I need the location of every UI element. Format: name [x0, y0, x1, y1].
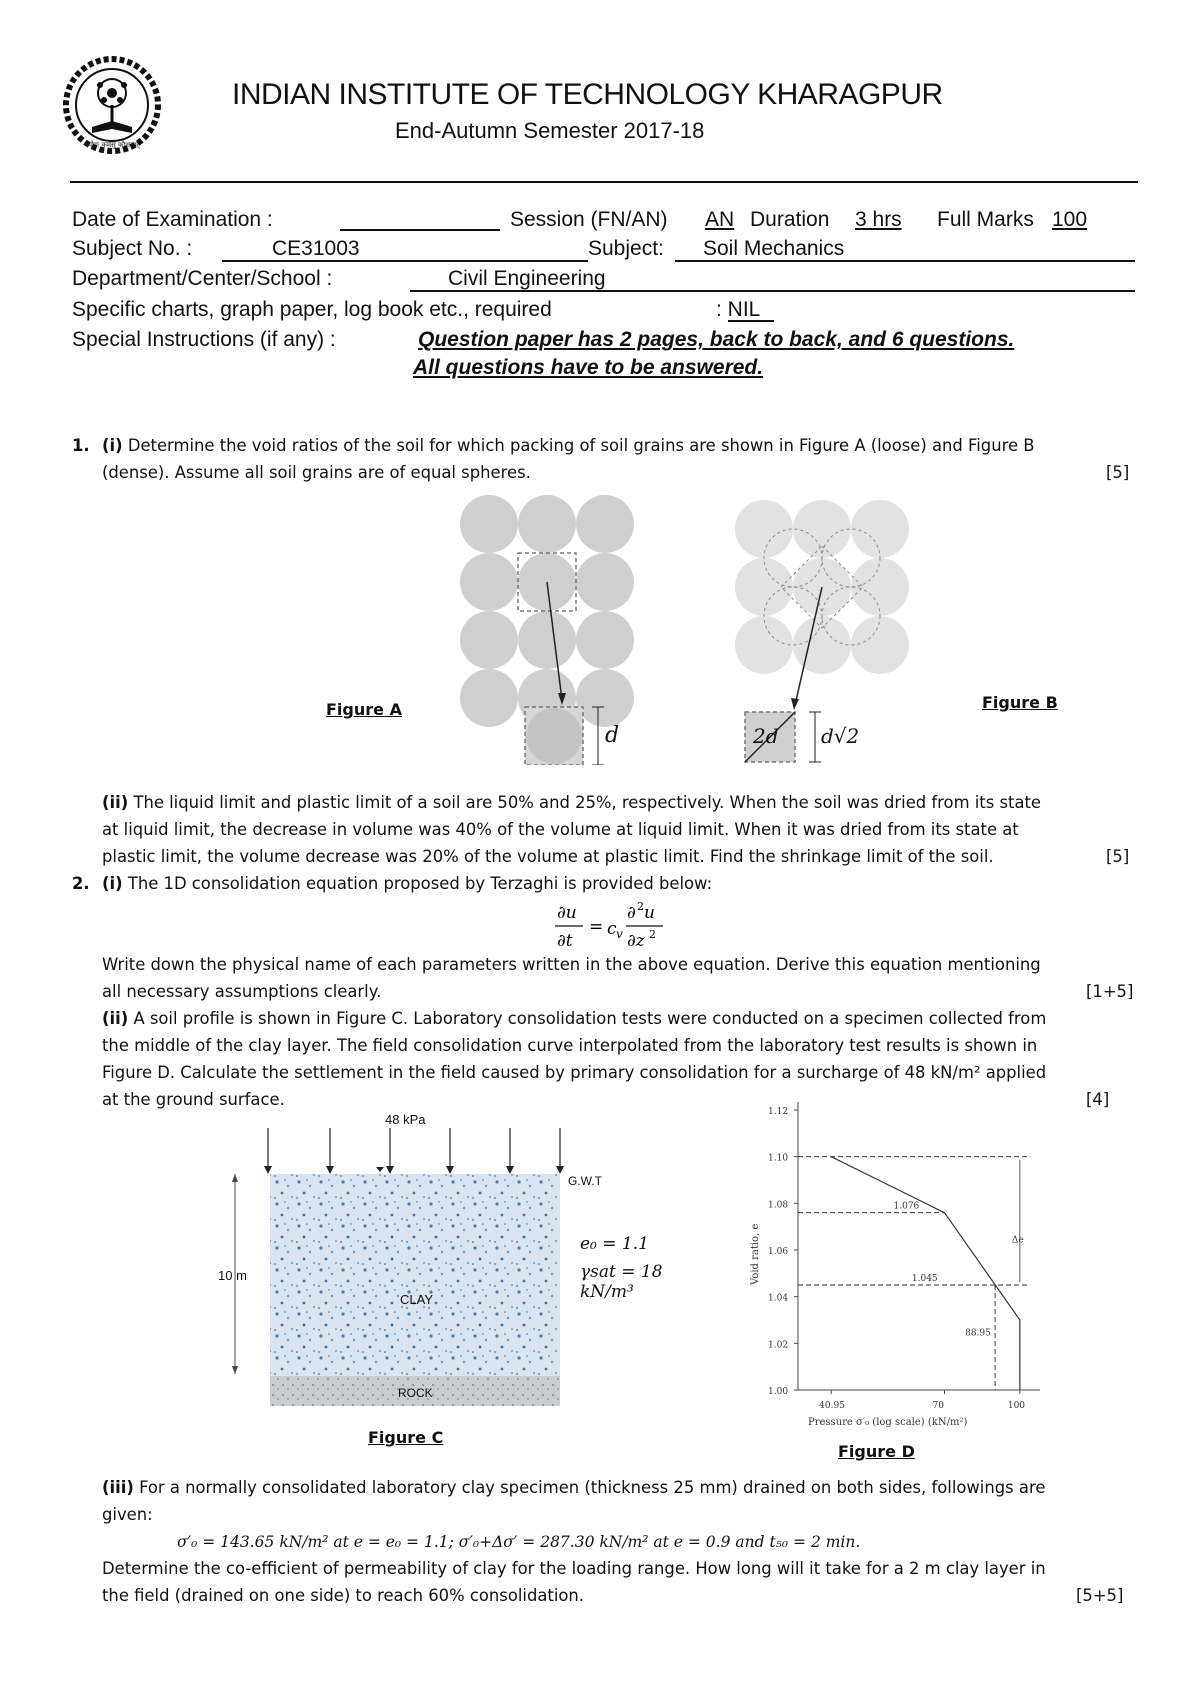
svg-text:u: u — [644, 903, 655, 923]
q1-part-i-label: (i) — [102, 436, 123, 455]
q1-part-ii-text-1: The liquid limit and plastic limit of a soil are 50% and 25%, respectively. When the soil was dried from its state — [133, 793, 1041, 812]
full-marks-label: Full Marks — [937, 208, 1034, 231]
department-label: Department/Center/School : — [72, 267, 333, 290]
special-instruction-1: Question paper has 2 pages, back to back, and 6 questions. — [418, 328, 1015, 351]
q1-number: 1. — [72, 436, 90, 455]
y-tick-label: 1.12 — [768, 1107, 789, 1117]
y-tick-label: 1.02 — [768, 1340, 789, 1351]
date-label: Date of Examination : — [72, 208, 273, 231]
subject-underline — [675, 260, 1135, 262]
semester-title: End-Autumn Semester 2017-18 — [395, 118, 705, 143]
figure-c-gwt: G.W.T — [568, 1174, 602, 1188]
y-tick-label: 1.10 — [768, 1153, 789, 1164]
figure-c-clay: CLAY — [400, 1292, 433, 1307]
q2-part-i-label: (i) — [102, 874, 123, 893]
subject-value: Soil Mechanics — [703, 237, 845, 260]
q1-part-i-line1 — [102, 433, 1035, 460]
svg-text:v: v — [616, 927, 623, 941]
x-tick-label: 100 — [1007, 1401, 1026, 1411]
svg-text:2: 2 — [649, 928, 656, 941]
svg-text:∂z: ∂z — [627, 931, 645, 951]
special-instruction-2: All questions have to be answered. — [413, 356, 764, 379]
chart-annotation: 1.076 — [893, 1201, 920, 1212]
q2-part-ii-line1 — [102, 1006, 1046, 1033]
q2-part-i-marks: [1+5] — [1086, 982, 1134, 1001]
q2-part-ii-line4: at the ground surface. — [102, 1090, 285, 1109]
svg-text:=: = — [589, 917, 604, 937]
q1-part-ii-marks: [5] — [1106, 847, 1130, 866]
charts-value: : NIL — [716, 298, 761, 321]
svg-text:∂u: ∂u — [557, 903, 577, 923]
q2-part-i-text-1: The 1D consolidation equation proposed by Terzaghi is provided below: — [127, 874, 713, 893]
figure-a-caption: Figure A — [326, 700, 402, 719]
duration-value: 3 hrs — [855, 208, 902, 231]
y-axis-label: Void ratio, e — [750, 1223, 761, 1285]
x-tick-label: 70 — [932, 1401, 944, 1411]
figure-c-rock: ROCK — [398, 1386, 433, 1400]
figure-c-e0: e₀ = 1.1 — [580, 1234, 649, 1254]
figure-c-gamma: γsat = 18 kN/m³ — [580, 1262, 663, 1302]
svg-text:2: 2 — [637, 900, 644, 913]
logo-motto: योगः कर्मसु कौशलम् — [88, 141, 139, 149]
header-divider — [70, 181, 1138, 183]
q1-part-i-marks: [5] — [1106, 463, 1130, 482]
session-label: Session (FN/AN) — [510, 208, 668, 231]
q2-part-iii-line3: Determine the co-efficient of permeability of clay for the loading range. How long will it take for a 2 m clay layer in — [102, 1559, 1046, 1578]
q2-part-iii-line4: the field (drained on one side) to reach 60% consolidation. — [102, 1586, 585, 1605]
x-tick-label: 40.95 — [819, 1401, 845, 1411]
institute-name: INDIAN INSTITUTE OF TECHNOLOGY KHARAGPUR — [232, 78, 943, 111]
y-tick-label: 1.06 — [768, 1247, 789, 1257]
q2-part-i-line1 — [102, 871, 712, 898]
subject-no-label: Subject No. : — [72, 237, 193, 260]
y-tick-label: 1.00 — [768, 1387, 789, 1397]
y-tick-label: 1.04 — [768, 1293, 789, 1304]
chart-annotation: 1.045 — [911, 1274, 938, 1284]
figure-c — [218, 1112, 710, 1407]
q2-part-ii-text-1: A soil profile is shown in Figure C. Laboratory consolidation tests were conducted on a specimen collected from — [133, 1009, 1047, 1028]
q1-part-ii-label: (ii) — [102, 793, 129, 812]
q1-part-ii-line1 — [102, 790, 1041, 817]
q1-part-i-text-1: Determine the void ratios of the soil for which packing of soil grains are shown in Figure A (loose) and Figure B — [127, 436, 1035, 455]
consolidation-equation — [555, 898, 705, 956]
figure-b-diag-dimension: 2d — [753, 724, 779, 748]
y-tick-label: 1.08 — [768, 1200, 789, 1211]
svg-text:∂: ∂ — [627, 903, 636, 923]
institute-logo — [62, 55, 162, 155]
q2-part-iii-line2: given: — [102, 1505, 153, 1524]
department-value: Civil Engineering — [448, 267, 606, 290]
q2-part-iii-text-1: For a normally consolidated laboratory clay specimen (thickness 25 mm) drained on both sides, followings are — [139, 1478, 1046, 1497]
q1-part-ii-line2: at liquid limit, the decrease in volume was 40% of the volume at liquid limit. When it was dried from its state at — [102, 820, 1019, 839]
figure-c-load: 48 kPa — [385, 1112, 426, 1127]
chart-annotation: 88.95 — [965, 1328, 991, 1339]
charts-label: Specific charts, graph paper, log book etc., required — [72, 298, 552, 321]
q2-part-ii-line2: the middle of the clay layer. The field consolidation curve interpolated from the laboratory test results is shown in — [102, 1036, 1038, 1055]
subject-no-underline — [222, 260, 588, 262]
q2-part-ii-line3: Figure D. Calculate the settlement in the field caused by primary consolidation for a surcharge of 48 kN/m² applied — [102, 1063, 1047, 1082]
figure-d-caption: Figure D — [838, 1442, 915, 1461]
figure-c-thickness: 10 m — [218, 1268, 247, 1283]
q2-part-iii-label: (iii) — [102, 1478, 134, 1497]
session-value: AN — [705, 208, 735, 231]
figure-b-side-dimension: d√2 — [821, 724, 860, 748]
q2-number: 2. — [72, 874, 90, 893]
date-blank — [340, 229, 500, 231]
department-underline — [410, 290, 1135, 292]
q2-part-i-line2: Write down the physical name of each parameters written in the above equation. Derive this equation mentioning — [102, 955, 1041, 974]
figure-d-chart — [740, 1098, 1060, 1428]
figure-b-caption: Figure B — [982, 693, 1058, 712]
q2-part-i-line3: all necessary assumptions clearly. — [102, 982, 382, 1001]
svg-text:∂t: ∂t — [557, 931, 573, 951]
q2-part-iii-marks: [5+5] — [1076, 1586, 1124, 1605]
q1-part-ii-line3: plastic limit, the volume decrease was 20% of the volume at plastic limit. Find the shrinkage limit of the soil. — [102, 847, 994, 866]
q2-part-ii-marks: [4] — [1086, 1090, 1110, 1109]
figure-b — [735, 500, 935, 770]
special-label: Special Instructions (if any) : — [72, 328, 336, 351]
full-marks-value: 100 — [1052, 208, 1088, 231]
subject-no-value: CE31003 — [272, 237, 360, 260]
figure-c-caption: Figure C — [368, 1428, 444, 1447]
figure-a-dimension: d — [605, 723, 620, 748]
charts-underline — [728, 320, 774, 322]
q1-part-i-line2: (dense). Assume all soil grains are of equal spheres. — [102, 463, 531, 482]
svg-text:c: c — [607, 919, 617, 939]
figure-a — [460, 495, 660, 765]
chart-annotation: Δe — [1011, 1235, 1024, 1246]
duration-label: Duration — [750, 208, 830, 231]
q2-part-iii-data: σ′₀ = 143.65 kN/m² at e = e₀ = 1.1; σ′₀+Δσ′ = 287.30 kN/m² at e = 0.9 and t₅₀ = 2 min. — [177, 1533, 861, 1551]
q2-part-ii-label: (ii) — [102, 1009, 129, 1028]
subject-label: Subject: — [588, 237, 664, 260]
q2-part-iii-line1 — [102, 1475, 1045, 1502]
x-axis-label: Pressure σ′₀ (log scale) (kN/m²) — [808, 1417, 968, 1428]
